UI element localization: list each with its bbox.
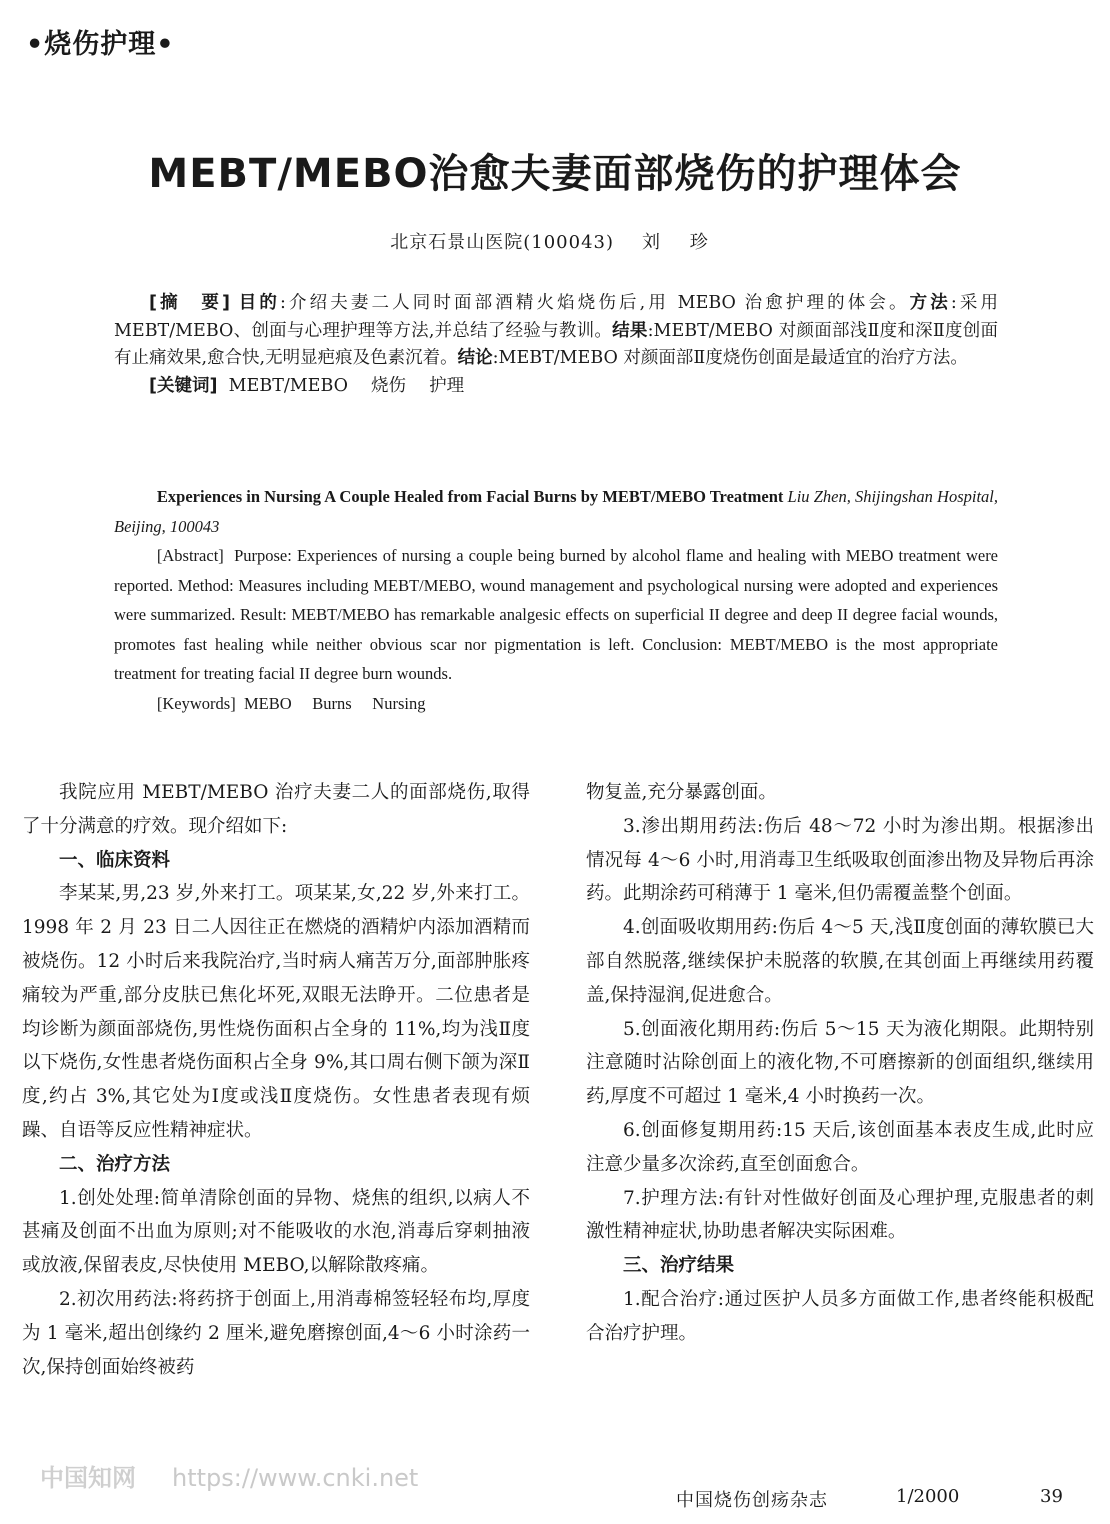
keywords-label: [关键词] [149, 375, 218, 396]
conclusion-label: 结论 [457, 348, 493, 368]
heading-treatment-results: 三、治疗结果 [623, 1255, 735, 1277]
heading-clinical-data: 一、临床资料 [59, 849, 171, 871]
chinese-abstract-text [114, 290, 998, 373]
initial-medication-paragraph: 2.初次用药法:将药挤于创面上,用消毒棉签轻轻布均,厚度为 1 毫米,超出创缘约 2 厘米,避免磨擦创面,4～6 小时涂药一次,保持创面始终被药 [22, 1288, 530, 1378]
author-line [0, 228, 1110, 254]
chinese-keywords [114, 373, 998, 401]
conclusion-text: :MEBT/MEBO 对颜面部Ⅱ度烧伤创面是最适宜的治疗方法。 [492, 348, 968, 368]
wound-handling-paragraph: 1.创处处理:简单清除创面的异物、烧焦的组织,以病人不甚痛及创面不出血为原则;对不能吸收的水泡,消毒后穿刺抽液或放液,保留表皮,尽快使用 MEBO,以解除散疼痛。 [22, 1187, 530, 1277]
method-label: 方法 [909, 293, 951, 313]
english-keywords-text: MEBO Burns Nursing [243, 693, 426, 713]
english-title: Experiences in Nursing A Couple Healed from Facial Burns by MEBT/MEBO Treatment [156, 487, 784, 506]
article-title: MEBT/MEBO治愈夫妻面部烧伤的护理体会 [148, 151, 962, 197]
journal-issue: 1/2000 [896, 1486, 960, 1507]
english-abstract [114, 482, 998, 718]
intro-paragraph: 我院应用 MEBT/MEBO 治疗夫妻二人的面部烧伤,取得了十分满意的疗效。现介绍如下: [22, 782, 530, 837]
section-tag: •烧伤护理• [26, 29, 175, 60]
repair-phase-paragraph: 6.创面修复期用药:15 天后,该创面基本表皮生成,此时应注意少量多次涂药,直至创面愈合。 [586, 1119, 1094, 1175]
english-keywords-label: [Keywords] [156, 693, 236, 713]
result-text: :MEBT/MEBO 对颜面部浅Ⅱ度和深Ⅱ度创面有止痛效果,愈合快,无明显疤痕及色素沉着。 [114, 320, 998, 368]
nursing-method-paragraph: 7.护理方法:有针对性做好创面及心理护理,克服患者的刺激性精神症状,协助患者解决实际困难。 [586, 1187, 1094, 1243]
keywords-text: MEBT/MEBO 烧伤 护理 [228, 375, 465, 396]
affiliation: 北京石景山医院(100043) [390, 232, 615, 253]
english-abstract-body: Purpose: Experiences of nursing a couple being burned by alcohol flame and healing with MEBO treatment were reported. Method: Measures including MEBT/MEBO, wound management and psychological nursing were adopted and experiences were summarized. Result: MEBT/MEBO has remarkable analgesic effects on superficial II degree and deep II degree facial wounds, promotes fast healing while neither obvious scar nor pigmentation is left. Conclusion: MEBT/MEBO is the most appropriate treatment for treating facial II degree burn wounds. [114, 546, 999, 683]
initial-medication-continued: 物复盖,充分暴露创面。 [586, 782, 777, 803]
clinical-data-paragraph: 李某某,男,23 岁,外来打工。项某某,女,22 岁,外来打工。1998 年 2 月 23 日二人因往正在燃烧的酒精炉内添加酒精而被烧伤。12 小时后来我院治疗,当时病人痛苦万分,面部肿胀疼痛较为严重,部分皮肤已焦化坏死,双眼无法睁开。二位患者是均诊断为颜面部烧伤,男性烧伤面积占全身的 11%,均为浅Ⅱ度以下烧伤,女性患者烧伤面积占全身 9%,其口周右侧下颌为深Ⅱ度,约占 3%,其它处为Ⅰ度或浅Ⅱ度烧伤。女性患者表现有烦躁、自语等反应性精神症状。 [22, 883, 530, 1141]
body-column-right [586, 776, 1094, 1351]
author-name: 刘 珍 [642, 232, 720, 253]
body-column-left [22, 776, 530, 1384]
english-authors: Liu Zhen, Shijingshan Hospital, Beijing, 100043 [114, 487, 998, 536]
cnki-watermark [40, 1458, 418, 1493]
english-keywords [114, 689, 998, 719]
watermark-url: https://www.cnki.net [172, 1464, 419, 1492]
english-title-line [114, 482, 998, 541]
result-label: 结果 [612, 320, 648, 341]
journal-name: 中国烧伤创疡杂志 [676, 1490, 828, 1511]
purpose-label: 目的 [238, 293, 280, 313]
liquefaction-phase-paragraph: 5.创面液化期用药:伤后 5～15 天为液化期限。此期特别注意随时沾除创面上的液化物,不可磨擦新的创面组织,继续用药,厚度不可超过 1 毫米,4 小时换药一次。 [586, 1018, 1094, 1108]
cooperation-paragraph: 1.配合治疗:通过医护人员多方面做工作,患者终能积极配合治疗护理。 [586, 1288, 1094, 1344]
chinese-abstract [114, 290, 998, 400]
watermark-cn: 中国知网 [40, 1464, 136, 1492]
purpose-text: :介绍夫妻二人同时面部酒精火焰烧伤后,用 MEBO 治愈护理的体会。 [279, 293, 910, 313]
english-abstract-text [114, 541, 998, 689]
method-text: :采用 MEBT/MEBO、创面与心理护理等方法,并总结了经验与教训。 [114, 293, 999, 341]
exudation-phase-paragraph: 3.渗出期用药法:伤后 48～72 小时为渗出期。根据渗出情况每 4～6 小时,用消毒卫生纸吸取创面渗出物及异物后再涂药。此期涂药可稍薄于 1 毫米,但仍需覆盖整个创面。 [586, 815, 1094, 905]
heading-treatment-methods: 二、治疗方法 [59, 1153, 171, 1175]
page-number: 39 [1040, 1486, 1063, 1507]
english-abstract-label: [Abstract] [156, 546, 224, 565]
abstract-label: [摘 要] [149, 293, 231, 313]
absorption-phase-paragraph: 4.创面吸收期用药:伤后 4～5 天,浅Ⅱ度创面的薄软膜已大部自然脱落,继续保护未脱落的软膜,在其创面上再继续用药覆盖,保持湿润,促进愈合。 [586, 917, 1094, 1006]
